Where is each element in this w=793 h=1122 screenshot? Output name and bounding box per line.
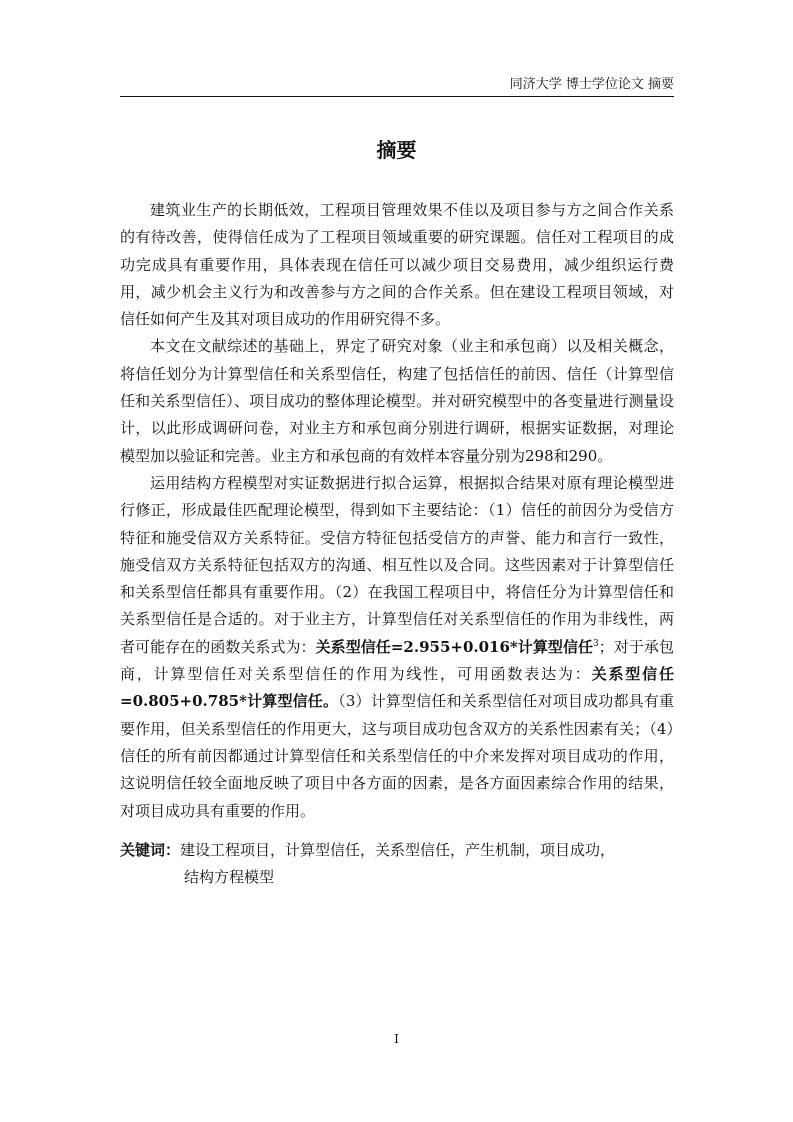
paragraph-3 — [120, 470, 674, 825]
formula-contractor: 关系型信任=0.805+0.785*计算型信任。 — [120, 665, 674, 711]
header-rule — [120, 96, 674, 97]
keywords-line-1: 建设工程项目，计算型信任，关系型信任，产生机制，项目成功， — [180, 841, 616, 859]
paragraph-3-part-a: 运用结构方程模型对实证数据进行拟合运算，根据拟合结果对原有理论模型进行修正，形成最佳匹配理论模型，得到如下主要结论：（1）信任的前因分为受信方特征和施受信双方关系特征。受信方特征包括受信方的声誉、能力和言行一致性，施受信双方关系特征包括双方的沟通、相互性以及合同。这些因素对于计算型信任和关系型信任都具有重要作用。（2）在我国工程项目中，将信任分为计算型信任和关系型信任是合适的。对于业主方，计算型信任对关系型信任的作用为非线性，两者可能存在的函数关系式为： — [120, 473, 674, 656]
running-header: 同济大学 博士学位论文 摘要 — [509, 77, 674, 92]
keywords — [120, 837, 674, 892]
formula-superscript: 3 — [593, 638, 599, 649]
abstract-title: 摘要 — [376, 138, 417, 162]
paragraph-1: 建筑业生产的长期低效，工程项目管理效果不佳以及项目参与方之间合作关系的有待改善，使得信任成为了工程项目领域重要的研究课题。信任对工程项目的成功完成具有重要作用，具体表现在信任可以减少项目交易费用，减少组织运行费用，减少机会主义行为和改善参与方之间的合作关系。但在建设工程项目领域，对信任如何产生及其对项目成功的作用研究得不多。 — [120, 201, 674, 329]
paragraph-3-part-b: ；对于承包商，计算型信任对关系型信任的作用为线性，可用函数表达为： — [120, 637, 674, 684]
keywords-line-2: 结构方程模型 — [184, 868, 275, 887]
abstract-body — [120, 197, 674, 825]
paragraph-2: 本文在文献综述的基础上，界定了研究对象（业主和承包商）以及相关概念，将信任划分为计算型信任和关系型信任，构建了包括信任的前因、信任（计算型信任和关系型信任）、项目成功的整体理论模型。并对研究模型中的各变量进行测量设计，以此形成调研问卷，对业主方和承包商分别进行调研，根据实证数据，对理论模型加以验证和完善。业主方和承包商的有效样本容量分别为298和290。 — [120, 337, 674, 465]
formula-owner: 关系型信任=2.955+0.016*计算型信任 — [315, 637, 594, 656]
page-number: I — [394, 1032, 399, 1046]
paragraph-3-part-c: （3）计算型信任和关系型信任对项目成功都具有重要作用，但关系型信任的作用更大，这与项目成功包含双方的关系性因素有关；（4）信任的所有前因都通过计算型信任和关系型信任的中介来发挥对项目成功的作用，这说明信任较全面地反映了项目中各方面的因素，是各方面因素综合作用的结果，对项目成功具有重要的作用。 — [120, 692, 674, 820]
keywords-label: 关键词： — [120, 841, 181, 859]
